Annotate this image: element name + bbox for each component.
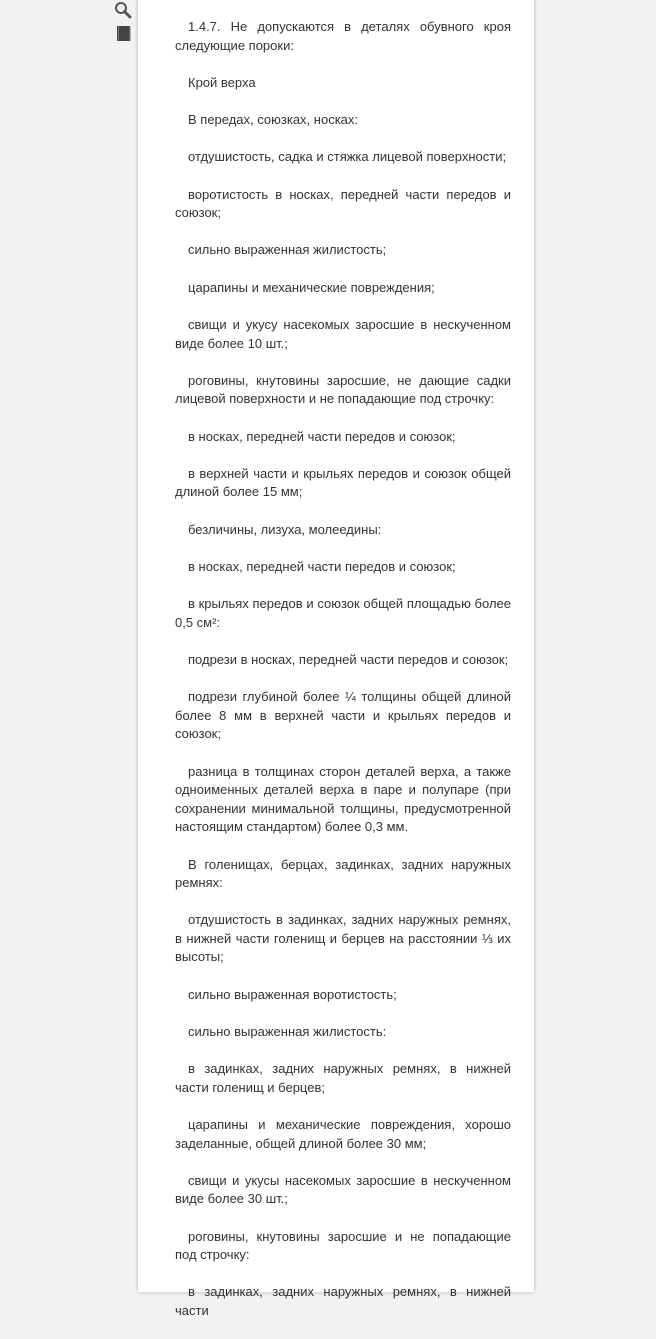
paragraph: 1.4.7. Не допускаются в деталях обувного кроя следующие пороки: xyxy=(175,19,511,53)
paragraph: безличины, лизуха, молеедины: xyxy=(188,521,382,537)
paragraph: сильно выраженная воротистость; xyxy=(188,986,397,1002)
paragraph: сильно выраженная жилистость; xyxy=(188,242,387,258)
paragraph: в задинках, задних наружных ремнях, в нижней части xyxy=(175,1284,511,1318)
paragraph: свищи и укусы насекомых заросшие в нескученном виде более 30 шт.; xyxy=(175,1172,511,1207)
paragraph: В передах, союзках, носках: xyxy=(188,112,359,128)
paragraph: сильно выраженная жилистость: xyxy=(188,1023,387,1039)
paragraph: в задинках, задних наружных ремнях, в нижней части голенищ и берцев; xyxy=(175,1061,511,1095)
document-text xyxy=(175,18,511,1339)
paragraph: в верхней части и крыльях передов и союзок общей длиной более 15 мм; xyxy=(175,465,511,500)
paragraph: воротистость в носках, передней части передов и союзок; xyxy=(175,186,511,221)
paragraph: подрези в носках, передней части передов и союзок; xyxy=(188,652,509,668)
paragraph: царапины и механические повреждения; xyxy=(188,279,435,295)
paragraph: в носках, передней части передов и союзок; xyxy=(188,559,456,575)
paragraph: В голенищах, берцах, задинках, задних наружных ремнях: xyxy=(175,856,511,891)
paragraph: царапины и механические повреждения, хорошо заделанные, общей длиной более 30 мм; xyxy=(175,1117,511,1151)
paragraph: в носках, передней части передов и союзок; xyxy=(188,428,456,444)
search-icon[interactable] xyxy=(113,0,133,20)
book-icon[interactable] xyxy=(115,24,135,44)
paragraph: Крой верха xyxy=(188,74,256,90)
paragraph: подрези глубиной более ¼ толщины общей длиной более 8 мм в верхней части и крыльях передов и союзок; xyxy=(175,689,511,742)
paragraph: в крыльях передов и союзок общей площадью более 0,5 см²: xyxy=(175,596,511,630)
document-page xyxy=(138,0,534,1318)
paragraph: отдушистость, садка и стяжка лицевой поверхности; xyxy=(188,149,507,165)
paragraph: свищи и укусу насекомых заросшие в нескученном виде более 10 шт.; xyxy=(175,317,511,351)
paragraph: разница в толщинах сторон деталей верха, а также одноименных деталей верха в паре и полупаре (при сохранении минимальной толщины, предусмотренной настоящим стандартом) более 0,3 мм. xyxy=(175,763,511,835)
paragraph: отдушистость в задинках, задних наружных ремнях, в нижней части голенищ и берцев на расстоянии ⅓ их высоты; xyxy=(175,912,511,965)
paragraph: роговины, кнутовины заросшие и не попадающие под строчку: xyxy=(175,1228,511,1263)
paragraph: роговины, кнутовины заросшие, не дающие садки лицевой поверхности и не попадающие под строчку: xyxy=(175,372,511,407)
